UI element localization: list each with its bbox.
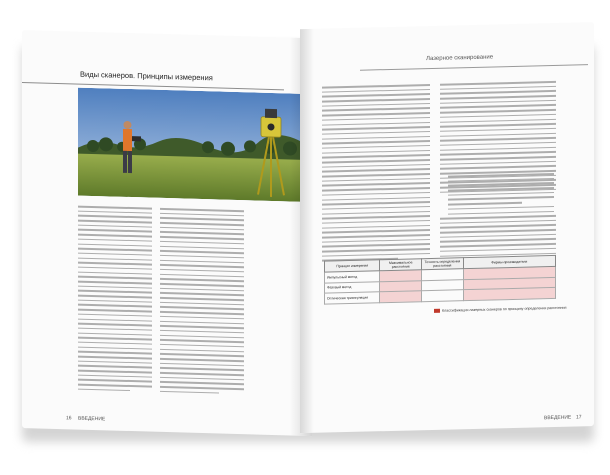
table-cell: Импульсный метод: [325, 271, 380, 283]
table-cell: Оптическая триангуляция: [325, 292, 380, 304]
left-second-column-text: [160, 208, 244, 398]
table-cell: [422, 290, 464, 301]
right-gutter-shadow: [300, 29, 314, 433]
right-footer-label: ВВЕДЕНИЕ: [544, 414, 572, 422]
running-head-rule: [360, 64, 588, 71]
table-caption: Классификация лазерных сканеров по принципу определения расстояния: [442, 305, 567, 313]
scanner-classification-table: [324, 255, 556, 304]
right-page-number: 17: [576, 414, 582, 421]
left-title-bar: [22, 67, 284, 90]
running-head: Лазерное сканирование: [426, 54, 494, 63]
left-footer-label: ВВЕДЕНИЕ: [78, 415, 106, 423]
right-page: [300, 22, 594, 433]
left-page: [22, 30, 312, 436]
table-header-cell: Максимальное расстояние: [380, 259, 422, 271]
right-column-1-text: [322, 84, 430, 265]
table-cell: Фазовый метод: [325, 281, 380, 293]
left-column-body-text: [78, 206, 152, 396]
table-header-cell: Точность определения расстояния: [422, 258, 464, 270]
left-page-number: 16: [66, 415, 72, 422]
right-bullet-list: [448, 173, 554, 218]
surveyor-with-laser-scanner-photo: [78, 88, 312, 203]
table-cell: [380, 291, 422, 302]
table-cell: [463, 288, 555, 301]
table-header-cell: Фирмы-производители: [463, 255, 555, 269]
page-title: Виды сканеров. Принципы измерения: [80, 69, 213, 83]
caption-marker: [434, 309, 440, 313]
table-header-cell: Принцип измерения: [325, 260, 380, 273]
